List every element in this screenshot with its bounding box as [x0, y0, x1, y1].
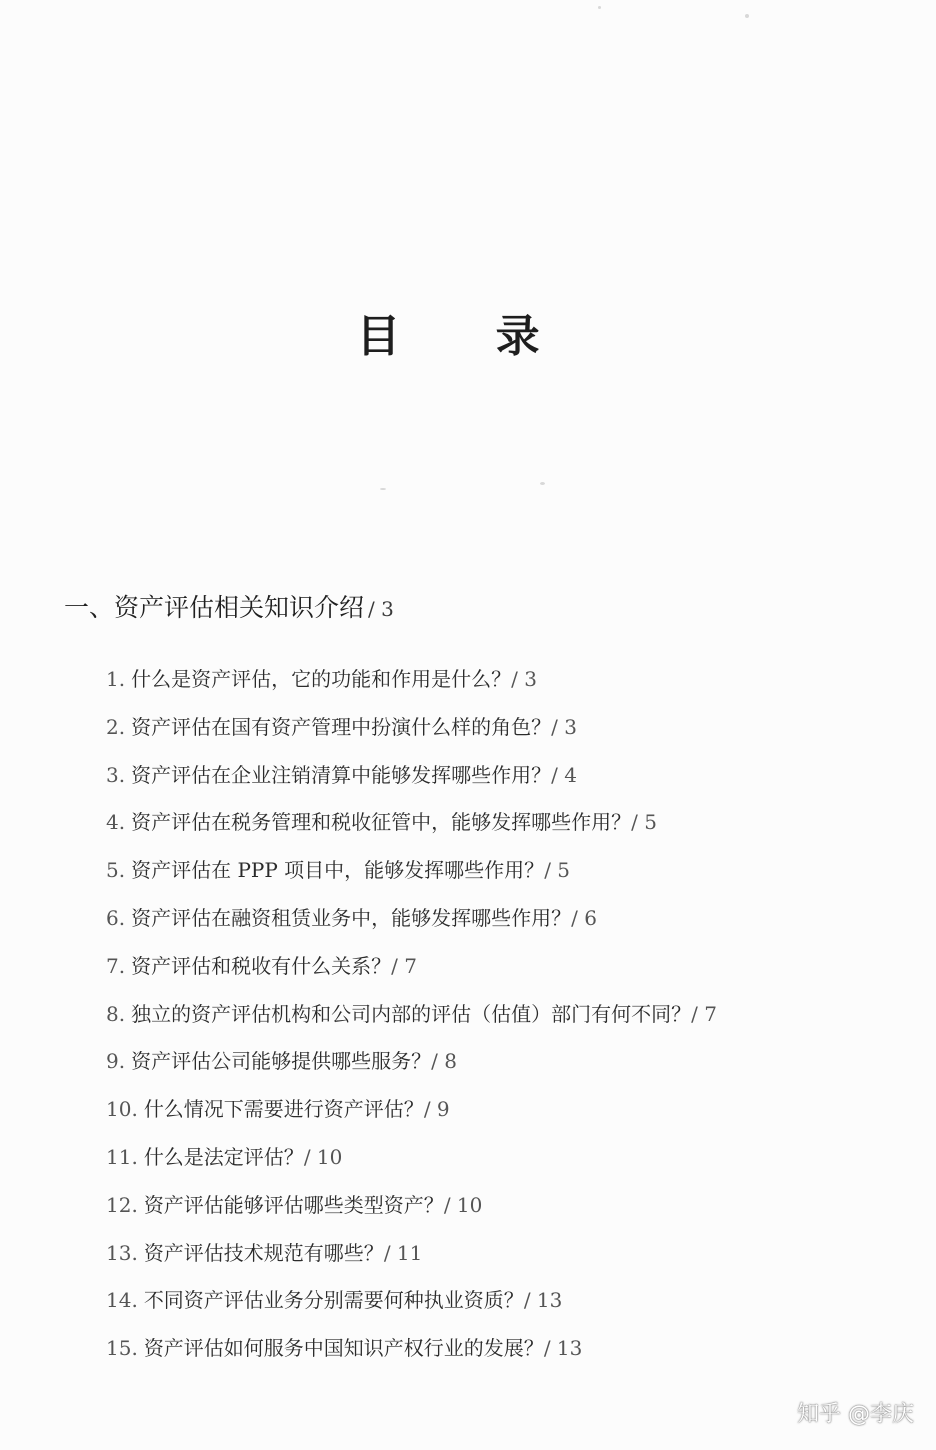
- toc-item-number: 4.: [106, 810, 126, 835]
- toc-item-text: 资产评估能够评估哪些类型资产？: [143, 1192, 444, 1217]
- scan-speck: [598, 6, 601, 9]
- toc-item[interactable]: [106, 1236, 886, 1284]
- toc-item[interactable]: [106, 1044, 886, 1092]
- toc-item-text: 资产评估在融资租赁业务中，能够发挥哪些作用？: [131, 905, 572, 930]
- toc-item-text: 什么是资产评估，它的功能和作用是什么？: [131, 667, 512, 691]
- toc-item[interactable]: [106, 662, 886, 710]
- toc-item[interactable]: [106, 997, 886, 1045]
- toc-item-number: 14.: [106, 1288, 138, 1313]
- toc-item[interactable]: [106, 1331, 886, 1379]
- toc-item-page: / 3: [551, 714, 577, 739]
- toc-item-text: 资产评估公司能够提供哪些服务？: [131, 1049, 432, 1074]
- toc-item-text: 资产评估和税收有什么关系？: [131, 953, 392, 978]
- toc-item-number: 9.: [106, 1049, 126, 1074]
- toc-item[interactable]: [106, 901, 886, 949]
- watermark: 知乎 @李庆: [797, 1402, 914, 1427]
- toc-item[interactable]: [106, 758, 886, 806]
- toc-item-text: 资产评估技术规范有哪些？: [143, 1240, 384, 1265]
- section-page-ref: / 3: [368, 597, 394, 621]
- toc-item[interactable]: [106, 949, 886, 997]
- toc-item[interactable]: [106, 1283, 886, 1331]
- toc-item-number: 11.: [106, 1144, 138, 1169]
- toc-item-number: 6.: [106, 905, 126, 930]
- toc-item-number: 8.: [106, 1001, 126, 1026]
- toc-item-page: / 7: [391, 953, 417, 978]
- toc-item-text: 资产评估在企业注销清算中能够发挥哪些作用？: [131, 762, 552, 787]
- toc-item-page: / 7: [691, 1001, 717, 1026]
- toc-item-number: 12.: [106, 1192, 138, 1217]
- toc-item-page: / 10: [303, 1144, 343, 1169]
- scan-speck: [380, 488, 386, 490]
- toc-item-number: 10.: [106, 1097, 138, 1122]
- toc-item-number: 2.: [106, 714, 126, 739]
- toc-item-text: 资产评估在税务管理和税收征管中，能够发挥哪些作用？: [131, 810, 632, 835]
- toc-item-page: / 3: [511, 667, 537, 691]
- toc-item[interactable]: [106, 710, 886, 758]
- section-heading[interactable]: [64, 588, 394, 624]
- toc-item-page: / 5: [544, 858, 571, 883]
- toc-item-page: / 13: [543, 1336, 583, 1361]
- toc-item-page: / 4: [551, 762, 577, 787]
- scan-speck: [745, 14, 749, 18]
- toc-item-page: / 9: [423, 1097, 450, 1122]
- page-title: 目 录: [356, 311, 580, 362]
- toc-item-text: 独立的资产评估机构和公司内部的评估（估值）部门有何不同？: [131, 1001, 692, 1026]
- toc-item-number: 13.: [106, 1240, 138, 1265]
- section-heading-text: 一、资产评估相关知识介绍: [64, 593, 365, 622]
- toc-item[interactable]: [106, 1188, 886, 1236]
- toc-item-page: / 13: [523, 1288, 563, 1313]
- toc-item-page: / 6: [571, 905, 597, 930]
- toc-item[interactable]: [106, 805, 886, 853]
- toc-item-text: 什么情况下需要进行资产评估？: [143, 1097, 424, 1122]
- toc-item[interactable]: [106, 1140, 886, 1188]
- toc-item[interactable]: [106, 1092, 886, 1140]
- toc-item-page: / 11: [383, 1240, 423, 1265]
- toc-item-page: / 10: [443, 1192, 483, 1217]
- toc-item-number: 15.: [106, 1336, 138, 1361]
- toc-item-number: 1.: [106, 667, 126, 691]
- toc-item-number: 7.: [106, 953, 126, 978]
- scan-speck: [540, 482, 545, 485]
- toc-item-text: 资产评估如何服务中国知识产权行业的发展？: [143, 1336, 544, 1361]
- toc-item-text: 不同资产评估业务分别需要何种执业资质？: [143, 1288, 524, 1313]
- toc-item-text: 资产评估在 PPP 项目中，能够发挥哪些作用？: [131, 858, 545, 883]
- toc-item-number: 5.: [106, 858, 126, 883]
- toc-item-text: 什么是法定评估？: [143, 1144, 304, 1169]
- toc-item-page: / 8: [431, 1049, 457, 1074]
- toc-item[interactable]: [106, 853, 886, 901]
- toc-list: [106, 662, 886, 1379]
- toc-item-text: 资产评估在国有资产管理中扮演什么样的角色？: [131, 714, 552, 739]
- toc-item-number: 3.: [106, 762, 126, 787]
- toc-item-page: / 5: [631, 810, 657, 835]
